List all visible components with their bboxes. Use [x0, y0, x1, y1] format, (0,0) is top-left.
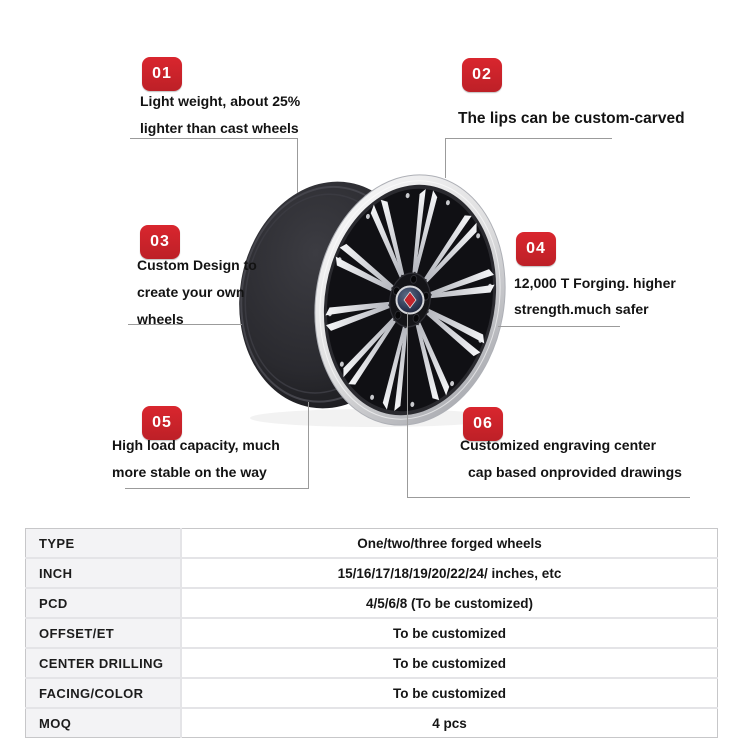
connector-05-horizontal	[125, 488, 309, 489]
spec-row-moq	[26, 708, 718, 738]
callout-03-line3: wheels	[137, 311, 184, 327]
callout-04-line2: strength.much safer	[514, 301, 649, 317]
spec-label-center-drilling: CENTER DRILLING	[26, 648, 182, 678]
spec-value-center-drilling: To be customized	[181, 648, 718, 678]
spec-label-offset: OFFSET/ET	[26, 618, 182, 648]
callout-04-line1: 12,000 T Forging. higher	[514, 275, 676, 291]
wheel-center-cap	[397, 287, 424, 314]
callout-02-text	[458, 105, 685, 132]
spec-label-pcd: PCD	[26, 588, 182, 618]
spec-row-inch	[26, 558, 718, 588]
connector-06-horizontal	[407, 497, 690, 498]
spec-row-type	[26, 529, 718, 559]
callout-06-text	[460, 432, 682, 486]
connector-02-horizontal	[445, 138, 612, 139]
spec-label-inch: INCH	[26, 558, 182, 588]
spec-label-moq: MOQ	[26, 708, 182, 738]
spec-row-center-drilling	[26, 648, 718, 678]
connector-05-vertical	[308, 402, 309, 488]
callout-02-badge: 02	[462, 58, 502, 92]
callout-05-line2: more stable on the way	[112, 464, 267, 480]
callout-01-line1: Light weight, about 25%	[140, 93, 301, 109]
callout-01-text	[140, 88, 300, 142]
connector-02-vertical	[445, 138, 446, 178]
connector-04-horizontal	[498, 326, 620, 327]
spec-value-type: One/two/three forged wheels	[181, 529, 718, 559]
callout-06-line1: Customized engraving center	[460, 437, 657, 453]
connector-06-vertical	[407, 312, 408, 497]
callout-05-text	[112, 432, 280, 486]
callout-03-text	[137, 252, 257, 333]
spec-row-facing-color	[26, 678, 718, 708]
spec-value-inch: 15/16/17/18/19/20/22/24/ inches, etc	[181, 558, 718, 588]
callout-02-line1: The lips can be custom-carved	[458, 110, 685, 127]
callout-01-line2: lighter than cast wheels	[140, 120, 299, 136]
callout-05-line1: High load capacity, much	[112, 437, 280, 453]
callout-04-badge: 04	[516, 232, 556, 266]
callout-06-badge: 06	[463, 407, 503, 441]
callout-04-text	[514, 270, 676, 322]
spec-value-pcd: 4/5/6/8 (To be customized)	[181, 588, 718, 618]
callout-03-badge: 03	[140, 225, 180, 259]
spec-label-facing-color: FACING/COLOR	[26, 678, 182, 708]
spec-value-moq: 4 pcs	[432, 715, 467, 731]
callout-03-line2: create your own	[137, 284, 245, 300]
callout-06-line2: cap based onprovided drawings	[468, 464, 682, 480]
callout-01-badge: 01	[142, 57, 182, 91]
callout-05-badge: 05	[142, 406, 182, 440]
connector-01-vertical	[297, 138, 298, 193]
spec-label-type: TYPE	[26, 529, 182, 559]
spec-value-facing-color: To be customized	[181, 678, 718, 708]
spec-row-offset	[26, 618, 718, 648]
spec-row-pcd	[26, 588, 718, 618]
callout-03-line1: Custom Design to	[137, 257, 257, 273]
spec-table	[25, 528, 718, 738]
spec-value-offset: To be customized	[181, 618, 718, 648]
